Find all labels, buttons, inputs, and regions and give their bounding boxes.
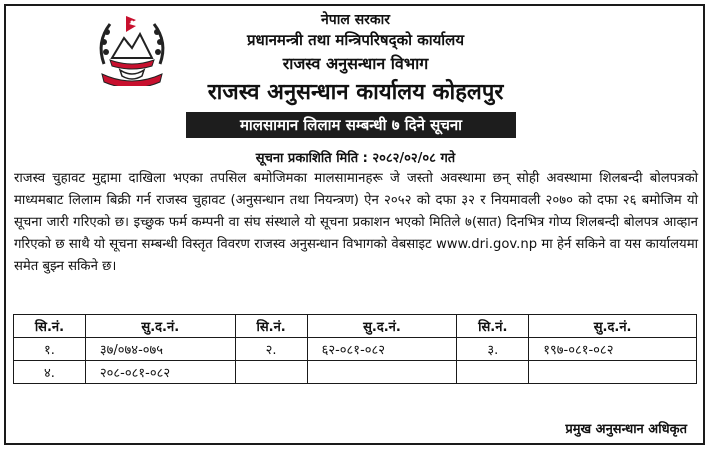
ministry-name: प्रधानमन्त्री तथा मन्त्रिपरिषद्को कार्यालय — [246, 31, 465, 49]
publish-date: सूचना प्रकाशिति मिति : २०८२/०२/०८ गते — [255, 151, 456, 166]
serial-cell: १. — [14, 338, 86, 361]
notice-body: राजस्व चुहावट मुद्दामा दाखिला भएका तपसिल बमोजिमका मालसामानहरू जे जस्तो अवस्थामा छन् सोही अवस्थामा शिलबन्दी बोलपत्रको माध्यमबाट लिलाम बिक्री गर्न राजस्व चुहावट (अनुसन्धान तथा नियन्त्रण) ऐन २०५२ को दफा ३२ र नियमावली २०७० को दफा २६ बमोजिम यो सूचना जारी गरिएको छ। इच्छुक फर्म कम्पनी वा संघ संस्थाले यो सूचना प्रकाशन भएको मितिले ७(सात) दिनभित्र गोप्य शिलबन्दी बोलपत्र आव्हान गरिएको छ साथै यो सूचना सम्बन्धी विस्तृत विवरण राजस्व अनुसन्धान विभागको वेबसाइट www.dri.gov.np मा हेर्न सकिने वा यस कार्यालयमा समेत बुझ्न सकिने छ। — [14, 171, 698, 274]
case-number-cell: ६२-०८१-०८२ — [307, 338, 457, 361]
serial-cell: २. — [235, 338, 307, 361]
notice-title-bar — [186, 112, 516, 138]
serial-cell: ३. — [457, 338, 529, 361]
table-header-row — [14, 315, 697, 338]
column-header: सु.द.नं. — [529, 315, 697, 338]
case-number-cell: ३७/०७४-०७५ — [85, 338, 235, 361]
column-header: सि.नं. — [457, 315, 529, 338]
table-row — [14, 338, 697, 361]
case-number-cell — [307, 361, 457, 384]
case-number-cell: १९७-०८१-०८२ — [529, 338, 697, 361]
serial-cell — [235, 361, 307, 384]
column-header: सु.द.नं. — [85, 315, 235, 338]
table-row — [14, 361, 697, 384]
serial-cell: ४. — [14, 361, 86, 384]
case-number-cell: २०८-०८१-०८२ — [85, 361, 235, 384]
column-header: सु.द.नं. — [307, 315, 457, 338]
department-name: राजस्व अनुसन्धान विभाग — [282, 54, 429, 73]
notice-title: मालसामान लिलाम सम्बन्धी ७ दिने सूचना — [239, 116, 463, 134]
column-header: सि.नं. — [235, 315, 307, 338]
office-name: राजस्व अनुसन्धान कार्यालय कोहलपुर — [207, 80, 504, 105]
case-number-cell — [529, 361, 697, 384]
serial-cell — [457, 361, 529, 384]
signatory-title: प्रमुख अनुसन्धान अधिकृत — [565, 422, 687, 437]
column-header: सि.नं. — [14, 315, 86, 338]
government-name: नेपाल सरकार — [320, 12, 390, 28]
lot-table — [13, 314, 697, 384]
